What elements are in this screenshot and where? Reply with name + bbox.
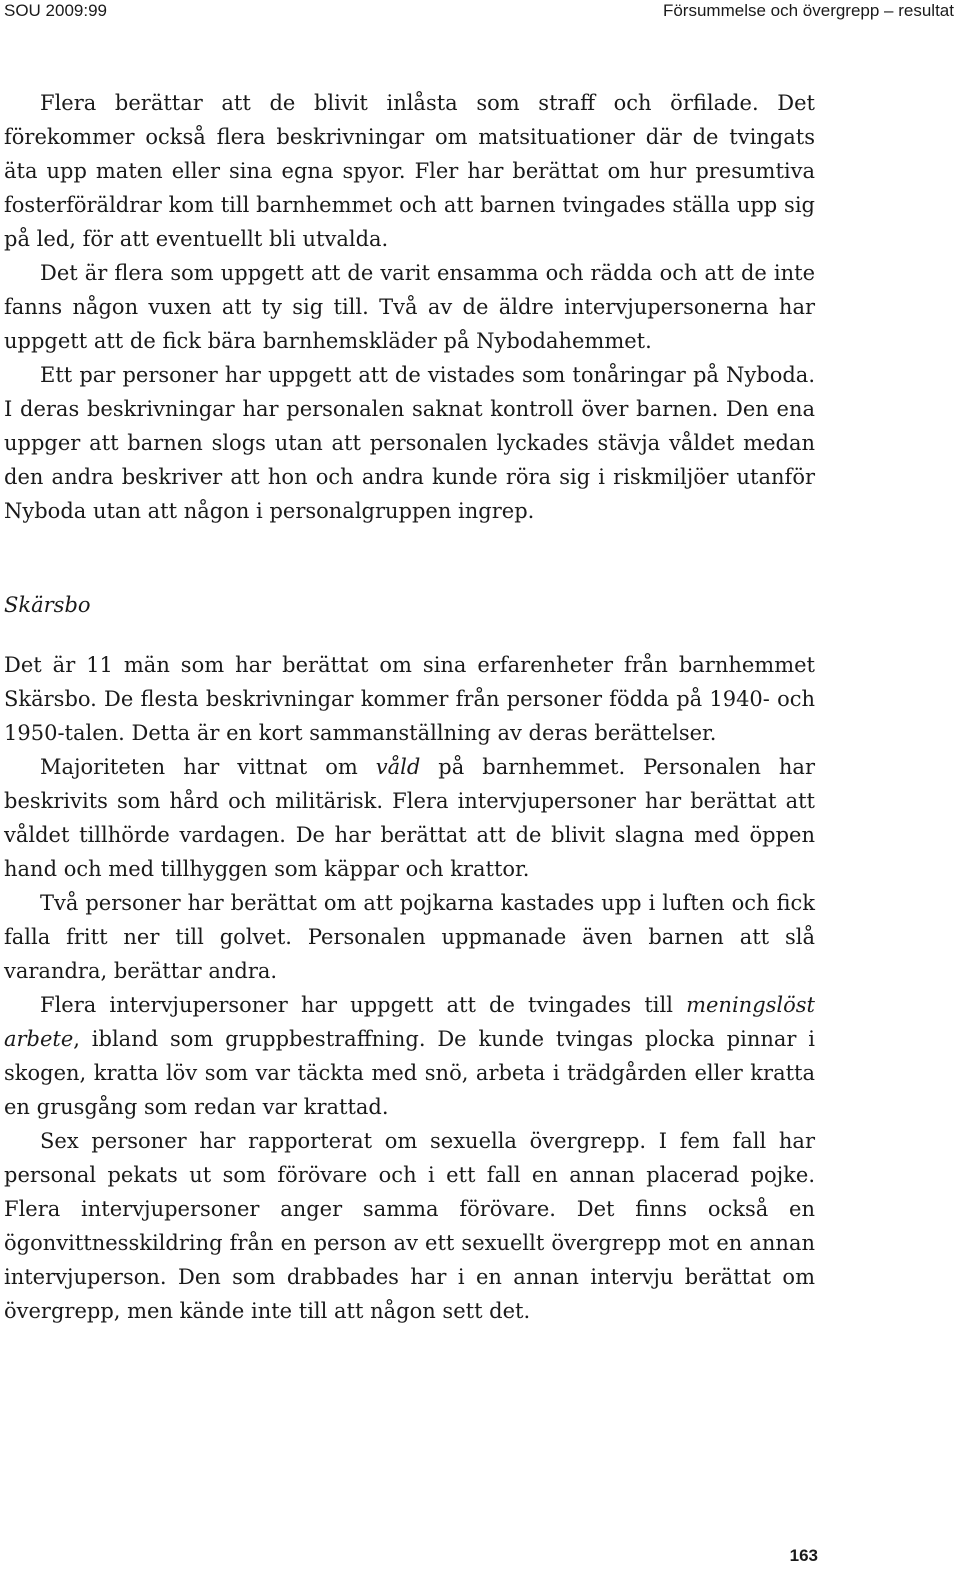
- paragraph: [4, 988, 815, 1124]
- section-heading: Skärsbo: [4, 593, 91, 617]
- body-text: [4, 86, 815, 1328]
- paragraph-text: på barnhemmet. Personalen har beskrivits som hård och militärisk. Flera intervjupersoner har berättat att våldet tillhörde vardagen. De har berättat att de blivit slagna med öppen hand och med tillhyggen som käppar och krattor.: [4, 755, 815, 881]
- emphasized-word: våld: [375, 755, 421, 779]
- emphasized-phrase: meningslöst arbete: [4, 993, 815, 1051]
- paragraph: Det är flera som uppgett att de varit ensamma och rädda och att de inte fanns någon vuxen att ty sig till. Två av de äldre intervjupersonerna har uppgett att de fick bära barnhemskläder på Nybodahemmet.: [4, 261, 815, 353]
- running-header: [0, 0, 960, 22]
- paragraph-text: Majoriteten har vittnat om: [40, 755, 376, 779]
- paragraph: Flera berättar att de blivit inlåsta som straff och örfilade. Det förekommer också flera beskrivningar om matsituationer där de tvingats äta upp maten eller sina egna spyor. Fler har berättat om hur presumtiva fosterföräldrar kom till barnhemmet och att barnen tvingades ställa upp sig på led, för att eventuellt bli utvalda.: [4, 91, 815, 251]
- report-id: SOU 2009:99: [4, 1, 108, 20]
- paragraph: [4, 750, 815, 886]
- paragraph: Två personer har berättat om att pojkarna kastades upp i luften och fick falla fritt ner till golvet. Personalen uppmanade även barnen att slå varandra, berättar andra.: [4, 891, 815, 983]
- paragraph: Det är 11 män som har berättat om sina erfarenheter från barnhemmet Skärsbo. De flesta beskrivningar kommer från personer födda på 1940- och 1950-talen. Detta är en kort sammanställning av deras berättelser.: [4, 653, 815, 745]
- chapter-title: Försummelse och övergrepp – resultat: [662, 1, 954, 20]
- paragraph-text: Flera intervjupersoner har uppgett att de tvingades till: [40, 993, 687, 1017]
- page-number: 163: [789, 1546, 818, 1565]
- paragraph: Sex personer har rapporterat om sexuella övergrepp. I fem fall har personal pekats ut som förövare och i ett fall en annan placerad pojke. Flera intervjupersoner anger samma förövare. Det finns också en ögonvittnesskildring från en person av ett sexuellt övergrepp mot en annan intervjuperson. Den som drabbades har i en annan intervju berättat om övergrepp, men kände inte till att någon sett det.: [4, 1129, 815, 1323]
- paragraph: Ett par personer har uppgett att de vistades som tonåringar på Nyboda. I deras beskrivningar har personalen saknat kontroll över barnen. Den ena uppger att barnen slogs utan att personalen lyckades stävja våldet medan den andra beskriver att hon och andra kunde röra sig i riskmiljöer utanför Nyboda utan att någon i personalgruppen ingrep.: [4, 363, 815, 523]
- paragraph-text: , ibland som gruppbestraffning. De kunde tvingas plocka pinnar i skogen, kratta löv som var täckta med snö, arbeta i trädgården eller kratta en grusgång som redan var krattad.: [4, 1027, 815, 1119]
